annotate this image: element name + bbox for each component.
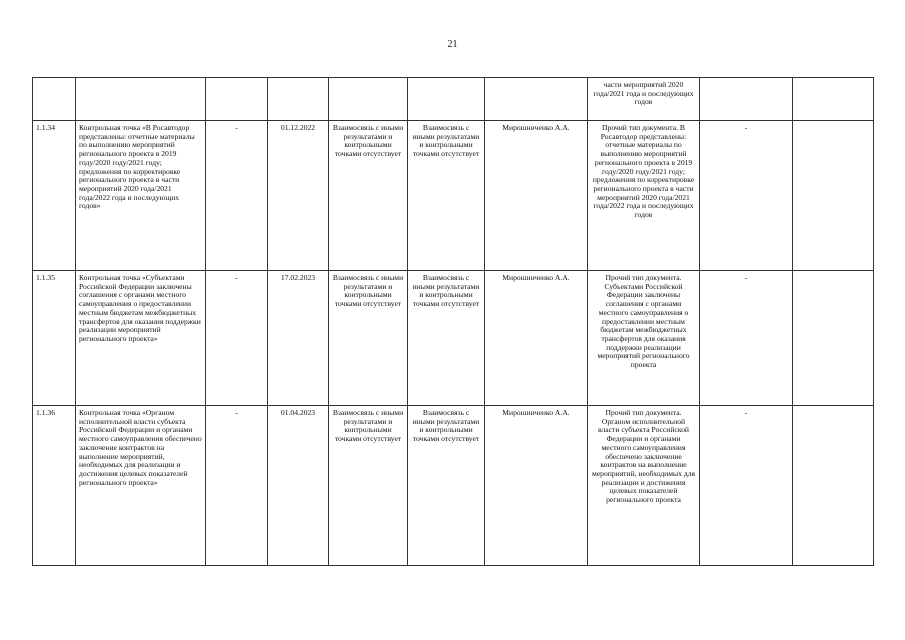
- cell-relation-2: Взаимосвязь с иными результатами и контрольными точками отсутствует: [408, 271, 485, 406]
- cell-date: 17.02.2023: [268, 271, 329, 406]
- control-points-table: [32, 77, 874, 566]
- cell-relation-1: Взаимосвязь с иными результатами и контрольными точками отсутствует: [329, 121, 408, 271]
- cell-date: 01.04.2023: [268, 406, 329, 566]
- cell-document: Прочий тип документа. Органом исполнительной власти субъекта Российской Федерации и органами местного самоуправления обеспечено заключение контрактов на выполнение мероприятий, необходимых для реализации и достижения целевых показателей регионального проекта: [588, 406, 700, 566]
- table-row-continuation: [33, 78, 874, 121]
- cell-extra: [793, 406, 874, 566]
- cell-last: [700, 78, 793, 121]
- cell-name: [76, 78, 206, 121]
- cell-dash: [206, 78, 268, 121]
- cell-responsible: Мирошниченко А.А.: [485, 121, 588, 271]
- cell-last: -: [700, 406, 793, 566]
- cell-number: 1.1.35: [33, 271, 76, 406]
- cell-document: Прочий тип документа. В Росавтодор представлены: отчетные материалы по выполнению мероприятий регионального проекта в 2019 году/2020 году/2021 году; предложения по корректировке регионального проекта в части мероприятий 2020 года/2021 года/2022 года и последующих годов: [588, 121, 700, 271]
- cell-dash: -: [206, 406, 268, 566]
- cell-number: 1.1.34: [33, 121, 76, 271]
- cell-relation-1: [329, 78, 408, 121]
- cell-extra: [793, 121, 874, 271]
- cell-responsible: [485, 78, 588, 121]
- cell-document: части мероприятий 2020 года/2021 года и последующих годов: [588, 78, 700, 121]
- cell-number: [33, 78, 76, 121]
- cell-date: 01.12.2022: [268, 121, 329, 271]
- cell-name: Контрольная точка «Органом исполнительной власти субъекта Российской Федерации и органами местного самоуправления обеспечено заключение контрактов на выполнение мероприятий, необходимых для реализации и достижения целевых показателей регионального проекта»: [76, 406, 206, 566]
- cell-relation-1: Взаимосвязь с иными результатами и контрольными точками отсутствует: [329, 271, 408, 406]
- cell-dash: -: [206, 271, 268, 406]
- cell-relation-1: Взаимосвязь с иными результатами и контрольными точками отсутствует: [329, 406, 408, 566]
- table-row: [33, 406, 874, 566]
- table-row: [33, 121, 874, 271]
- cell-relation-2: Взаимосвязь с иными результатами и контрольными точками отсутствует: [408, 406, 485, 566]
- cell-document: Прочий тип документа. Субъектами Российской Федерации заключены соглашения с органами местного самоуправления о предоставлении местным бюджетам межбюджетных трансфертов для оказания поддержки реализации мероприятий регионального проекта: [588, 271, 700, 406]
- cell-extra: [793, 271, 874, 406]
- cell-relation-2: Взаимосвязь с иными результатами и контрольными точками отсутствует: [408, 121, 485, 271]
- cell-responsible: Мирошниченко А.А.: [485, 271, 588, 406]
- cell-dash: -: [206, 121, 268, 271]
- cell-extra: [793, 78, 874, 121]
- cell-responsible: Мирошниченко А.А.: [485, 406, 588, 566]
- cell-relation-2: [408, 78, 485, 121]
- cell-name: Контрольная точка «Субъектами Российской Федерации заключены соглашения с органами местного самоуправления о предоставлении местным бюджетам межбюджетных трансфертов для оказания поддержки реализации мероприятий регионального проекта»: [76, 271, 206, 406]
- cell-number: 1.1.36: [33, 406, 76, 566]
- cell-date: [268, 78, 329, 121]
- cell-last: -: [700, 121, 793, 271]
- table-row: [33, 271, 874, 406]
- cell-last: -: [700, 271, 793, 406]
- page-number: 21: [447, 39, 458, 50]
- cell-name: Контрольная точка «В Росавтодор представлены: отчетные материалы по выполнению мероприятий регионального проекта в 2019 году/2020 году/2021 году; предложения по корректировке регионального проекта в части мероприятий 2020 года/2021 года/2022 года и последующих годов»: [76, 121, 206, 271]
